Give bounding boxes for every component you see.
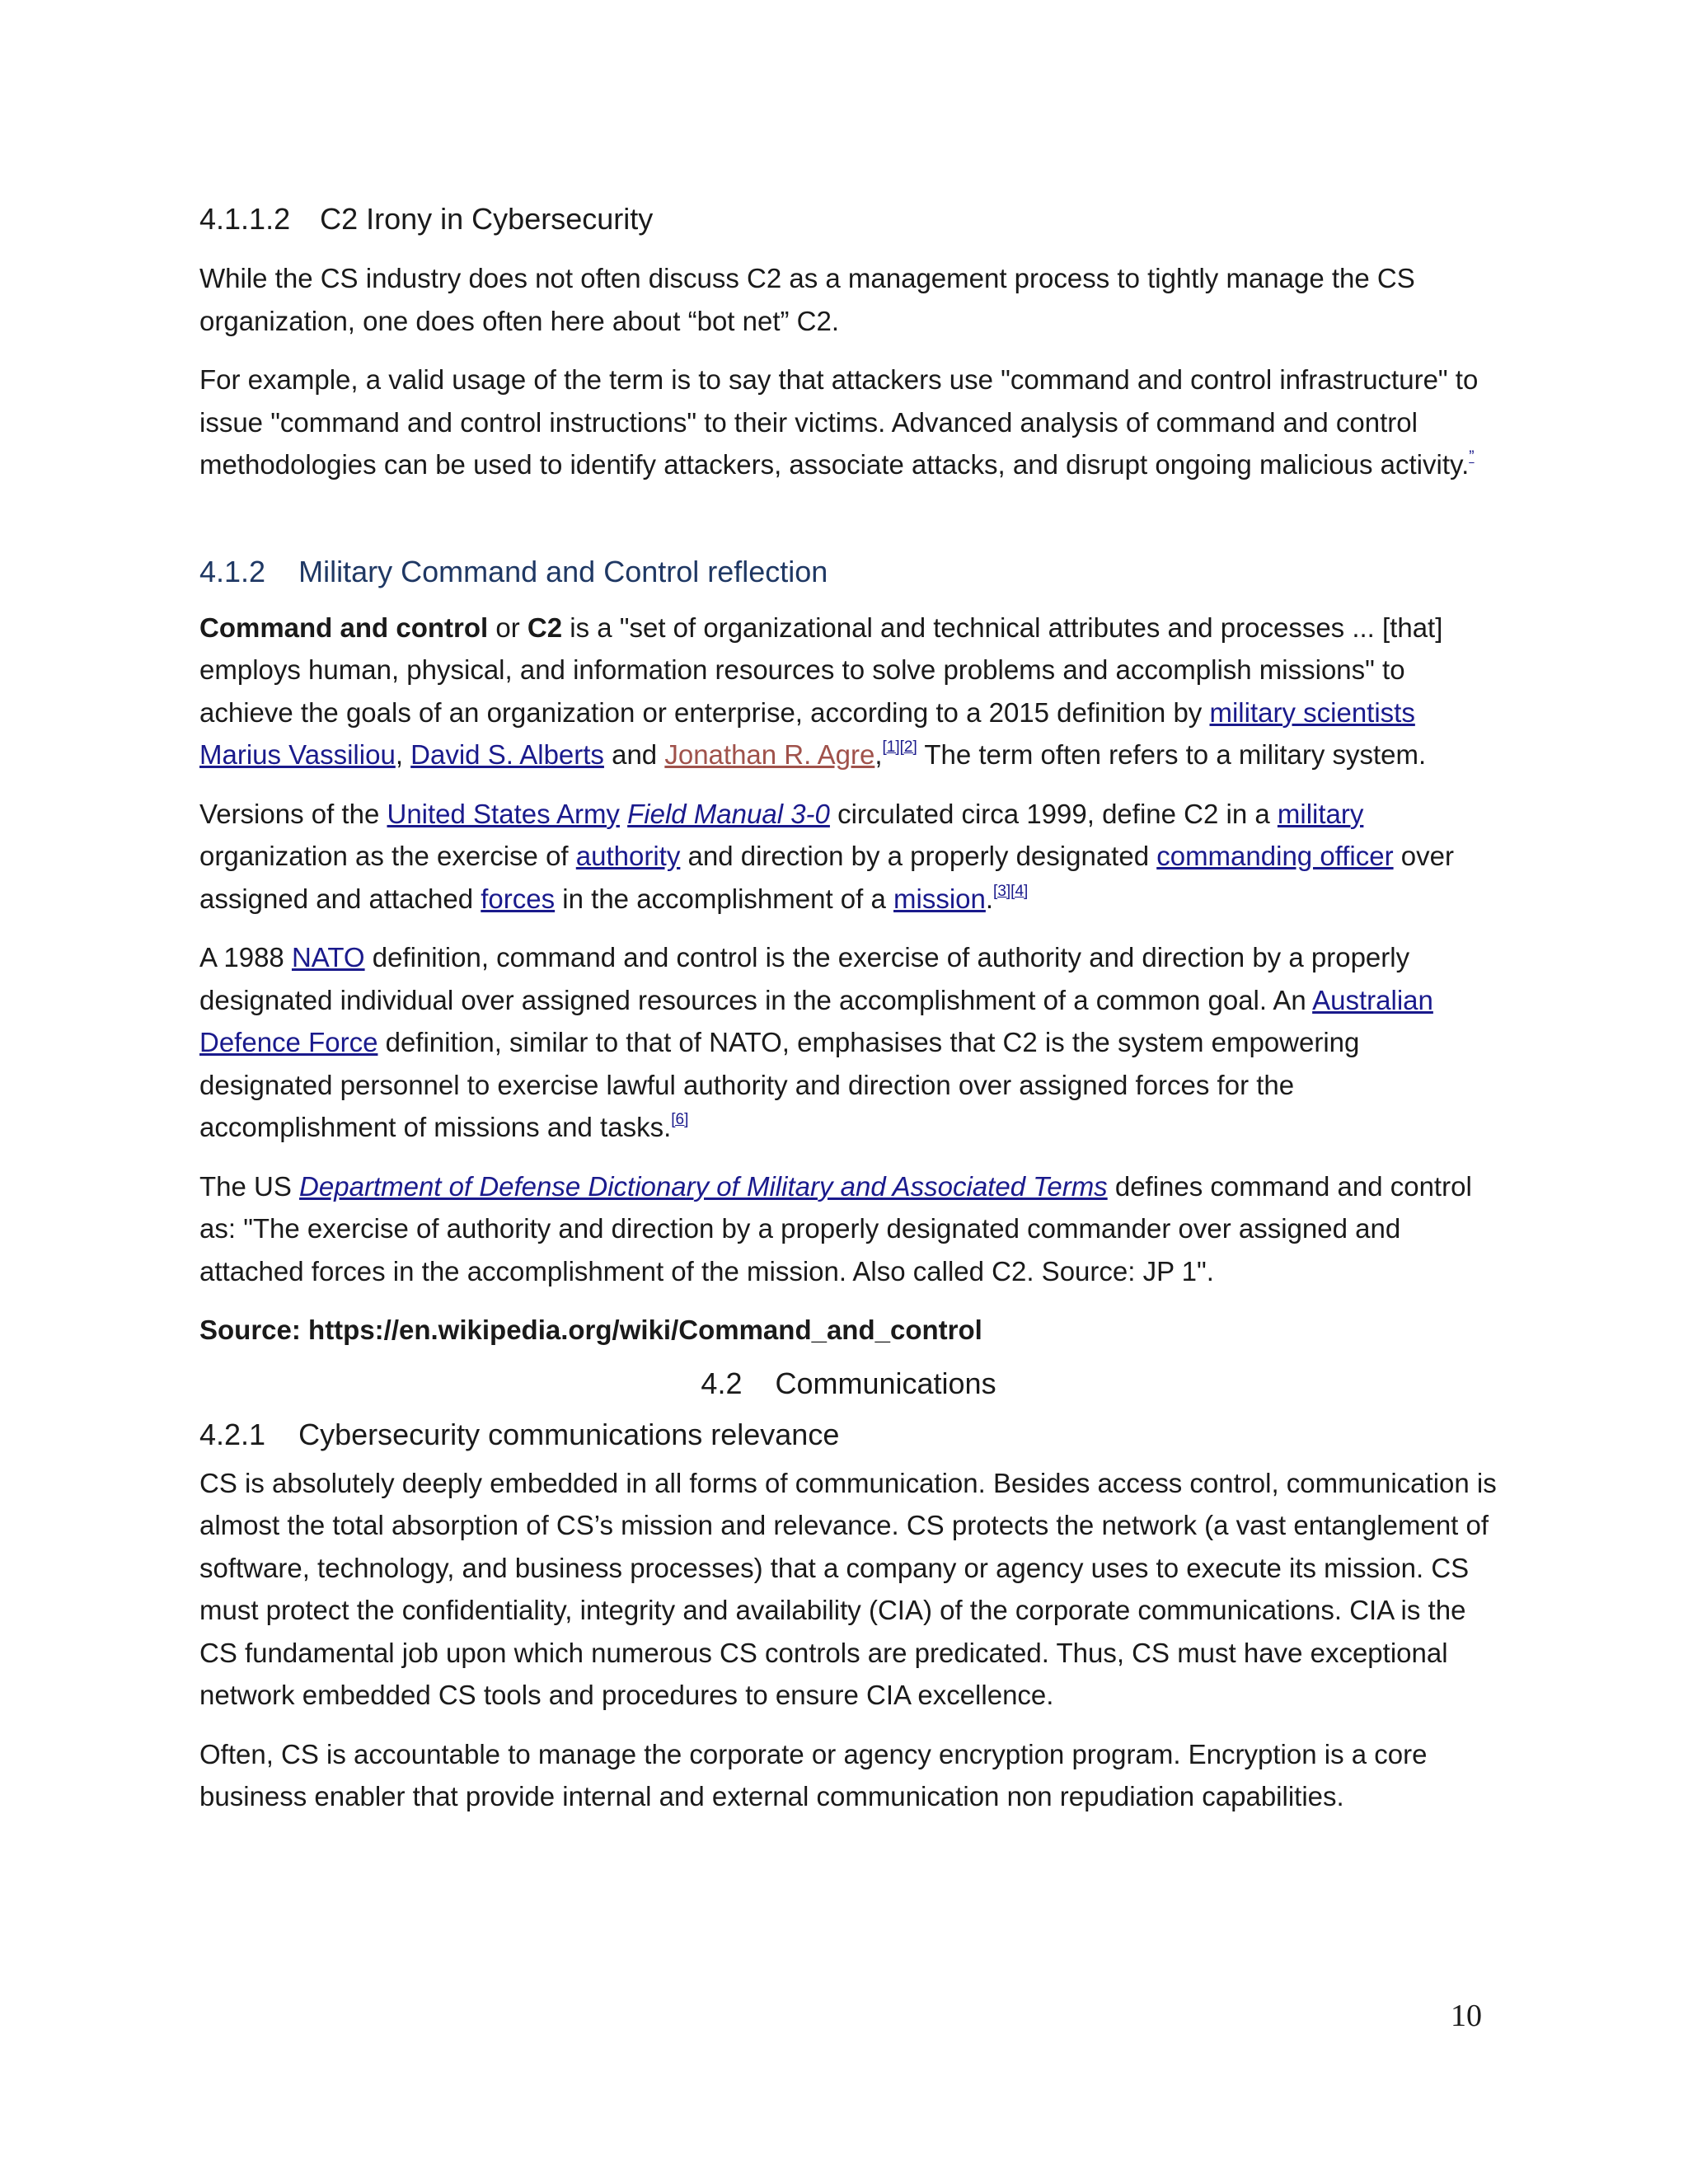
paragraph-dod-definition (199, 1165, 1498, 1293)
text-run: A 1988 (199, 942, 292, 972)
text-run: and direction by a properly designated (680, 841, 1157, 871)
link-david-alberts[interactable]: David S. Alberts (410, 739, 604, 770)
text-run: defines command and control as: "The exercise of authority and direction by a properly designated commander over assigned and attached forces in the accomplishment of the mission. Also called C2. Source: JP 1". (199, 1170, 1472, 1286)
citation-link[interactable]: [3][4] (993, 882, 1029, 900)
paragraph-army-field-manual (199, 793, 1498, 921)
heading-number: 4.1.2 (199, 554, 266, 588)
paragraph-text: While the CS industry does not often discuss C2 as a management process to tightly manage the CS organization, one does often here about “bot net” C2. (199, 263, 1415, 336)
source-text: Source: https://en.wikipedia.org/wiki/Command_and_control (199, 1315, 982, 1345)
link-military[interactable]: military (1277, 798, 1364, 829)
paragraph-c2-irony-intro (199, 257, 1498, 342)
paragraph-c2-definition (199, 607, 1498, 776)
paragraph-text: For example, a valid usage of the term is to say that attackers use "command and control infrastructure" to issue "command and control instructions" to their victims. Advanced analysis of command and control methodologies can be used to identify attackers, associate attacks, and disrupt ongoing malicious activity. (199, 364, 1479, 480)
link-forces[interactable]: forces (481, 883, 556, 914)
citation-link[interactable]: [6] (671, 1111, 689, 1128)
bold-term: Command and control (199, 612, 489, 643)
heading-communications (199, 1357, 1498, 1411)
link-field-manual[interactable]: Field Manual 3-0 (627, 798, 830, 829)
heading-title: C2 Irony in Cybersecurity (320, 202, 654, 236)
page-number: 10 (1451, 1999, 1482, 2033)
link-australian-defence-force[interactable]: Australian Defence Force (199, 984, 1433, 1057)
link-marius-vassiliou[interactable]: Marius Vassiliou (199, 739, 396, 770)
paragraph-nato-definition (199, 936, 1498, 1149)
text-run: definition, command and control is the exercise of authority and direction by a properly designated individual over assigned resources in the accomplishment of a common goal. An (199, 942, 1410, 1015)
text-run: and (603, 739, 665, 770)
citation-link[interactable]: [1][2] (882, 738, 917, 756)
paragraph-text: CS is absolutely deeply embedded in all forms of communication. Besides access control, communication is almost the total absorption of CS’s mission and relevance. CS protects the network (a vast entanglement of software, technology, and business processes) that a company or agency uses to execute its mission. CS must protect the confidentiality, integrity and availability (CIA) of the corporate communications. CIA is the CS fundamental job upon which numerous CS controls are predicated. Thus, CS must have exceptional network embedded CS tools and procedures to ensure CIA excellence. (199, 1467, 1497, 1710)
text-run: over assigned and attached (199, 841, 1454, 914)
link-authority[interactable]: authority (575, 841, 681, 871)
text-run: . (985, 883, 994, 914)
page-content (199, 196, 1498, 1835)
heading-cs-communications (199, 1411, 1498, 1459)
text-run: is a "set of organizational and technical attributes and processes ... [that] employs human, physical, and information resources to solve problems and accomplish missions" to achieve the goals of an organization or enterprise, according to a 2015 definition by (199, 612, 1443, 728)
paragraph-encryption (199, 1733, 1498, 1818)
text-run: Versions of the (199, 798, 387, 829)
text-run (620, 799, 627, 829)
heading-number: 4.2.1 (199, 1417, 266, 1451)
heading-title: Cybersecurity communications relevance (298, 1417, 840, 1451)
text-run: , (874, 739, 883, 770)
text-run: in the accomplishment of a (555, 883, 894, 914)
paragraph-cs-communication (199, 1462, 1498, 1717)
heading-c2-irony (199, 196, 1498, 242)
text-run: , (395, 739, 411, 770)
heading-number: 4.1.1.2 (199, 202, 291, 236)
link-us-army[interactable]: United States Army (387, 798, 620, 829)
link-dod-dictionary[interactable]: Department of Defense Dictionary of Military and Associated Terms (299, 1170, 1108, 1202)
heading-number: 4.2 (701, 1366, 743, 1400)
text-run: The term often refers to a military system. (917, 739, 1427, 770)
link-commanding-officer[interactable]: commanding officer (1156, 841, 1394, 871)
link-military-scientists[interactable]: military scientists (1209, 696, 1415, 728)
text-run: circulated circa 1999, define C2 in a (829, 798, 1278, 829)
heading-title: Military Command and Control reflection (298, 554, 828, 588)
heading-title: Communications (775, 1366, 996, 1400)
footnote-link[interactable]: ” (1469, 448, 1475, 466)
paragraph-c2-example (199, 359, 1498, 486)
link-nato[interactable]: NATO (291, 942, 365, 972)
source-line (199, 1309, 1498, 1352)
bold-term: C2 (527, 612, 563, 643)
link-jonathan-agre[interactable]: Jonathan R. Agre (664, 739, 875, 770)
paragraph-text: Often, CS is accountable to manage the corporate or agency encryption program. Encryption is a core business enabler that provide internal and external communication non repudiation capabilities. (199, 1738, 1428, 1811)
text-run: organization as the exercise of (199, 841, 576, 871)
text-run: definition, similar to that of NATO, emphasises that C2 is the system empowering designated personnel to exercise lawful authority and direction over assigned forces for the accomplishment of missions and tasks. (199, 1027, 1360, 1142)
text-run: The US (199, 1170, 300, 1202)
section-spacer (199, 503, 1498, 549)
link-mission[interactable]: mission (893, 883, 986, 914)
text-run: or (488, 612, 528, 643)
heading-military-c2 (199, 549, 1498, 595)
